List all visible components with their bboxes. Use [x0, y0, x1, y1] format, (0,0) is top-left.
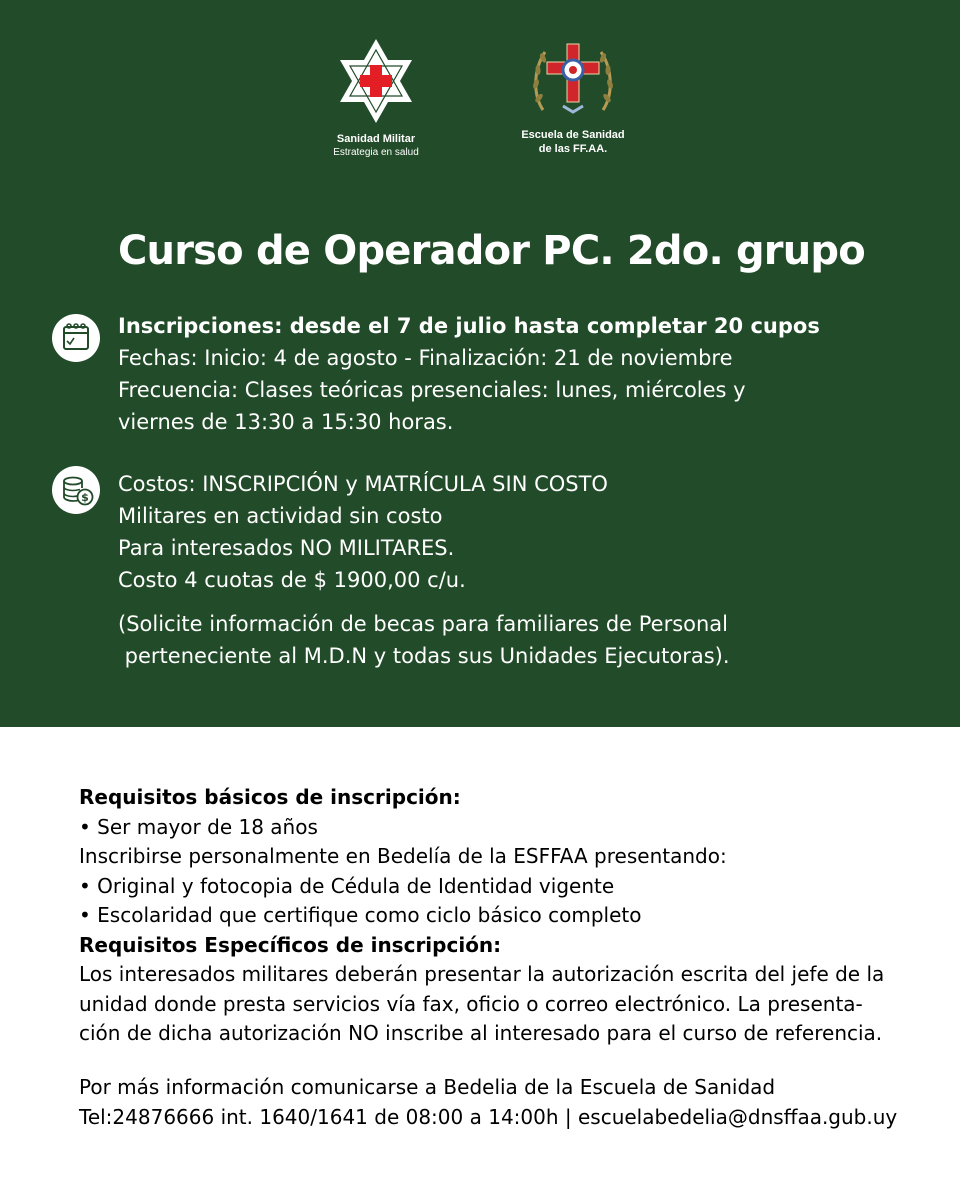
frequency-text-line1: Frecuencia: Clases teóricas presenciales: lunes, miércoles y [118, 378, 746, 402]
specific-requirements-line1: Los interesados militares deberán presentar la autorización escrita del jefe de la [79, 962, 885, 986]
basic-requirements-heading: Requisitos básicos de inscripción: [79, 785, 461, 809]
basic-requirement-item: • Original y fotocopia de Cédula de Identidad vigente [79, 873, 615, 898]
specific-requirements-heading: Requisitos Específicos de inscripción: [79, 932, 502, 957]
page-title: Curso de Operador PC. 2do. grupo [118, 228, 865, 274]
escuela-sanidad-logo [498, 40, 648, 156]
basic-requirement-item: • Escolaridad que certifique como ciclo básico completo [79, 903, 642, 927]
sanidad-militar-logo [300, 36, 452, 159]
basic-requirement-item: • Ser mayor de 18 años [79, 814, 318, 839]
costs-line4: Costo 4 cuotas de $ 1900,00 c/u. [118, 568, 466, 592]
logo-left-subtitle: Estrategia en salud [333, 147, 419, 158]
basic-requirements-intro: Inscribirse personalmente en Bedelía de la ESFFAA presentando: [79, 844, 727, 868]
scholarship-note [118, 608, 730, 672]
logo-right-subtitle: de las FF.AA. [538, 143, 608, 155]
costs-line3: Para interesados NO MILITARES. [118, 536, 455, 560]
costs-line1: Costos: INSCRIPCIÓN y MATRÍCULA SIN COSTO [118, 472, 608, 496]
inscriptions-text: Inscripciones: desde el 7 de julio hasta completar 20 cupos [118, 314, 820, 338]
laurel-cross-crest-icon [527, 40, 619, 122]
svg-text:$: $ [81, 491, 89, 504]
costs-block [118, 468, 608, 596]
frequency-text-line2: viernes de 13:30 a 15:30 horas. [118, 410, 454, 434]
logo-right-title: Escuela de Sanidad [521, 129, 625, 141]
specific-requirements-line3: ción de dicha autorización NO inscribe al interesado para el curso de referencia. [79, 1021, 883, 1045]
contact-line1: Por más información comunicarse a Bedelia de la Escuela de Sanidad [79, 1075, 776, 1099]
logo-left-title: Sanidad Militar [336, 133, 416, 145]
contact-block [79, 1072, 897, 1132]
schedule-block [118, 310, 820, 438]
costs-line2: Militares en actividad sin costo [118, 504, 443, 528]
contact-line2: Tel:24876666 int. 1640/1641 de 08:00 a 14:00h | escuelabedelia@dnsffaa.gub.uy [79, 1105, 898, 1129]
scholarship-note-line1: (Solicite información de becas para familiares de Personal [118, 612, 729, 636]
star-cross-emblem-icon [331, 36, 421, 126]
specific-requirements-line2: unidad donde presta servicios vía fax, oficio o correo electrónico. La presenta- [79, 991, 863, 1016]
requirements-block [79, 783, 884, 1049]
coins-icon [52, 466, 100, 514]
calendar-icon [52, 314, 100, 362]
scholarship-note-line2: perteneciente al M.D.N y todas sus Unidades Ejecutoras). [118, 644, 730, 668]
dates-text: Fechas: Inicio: 4 de agosto - Finalización: 21 de noviembre [118, 346, 733, 370]
